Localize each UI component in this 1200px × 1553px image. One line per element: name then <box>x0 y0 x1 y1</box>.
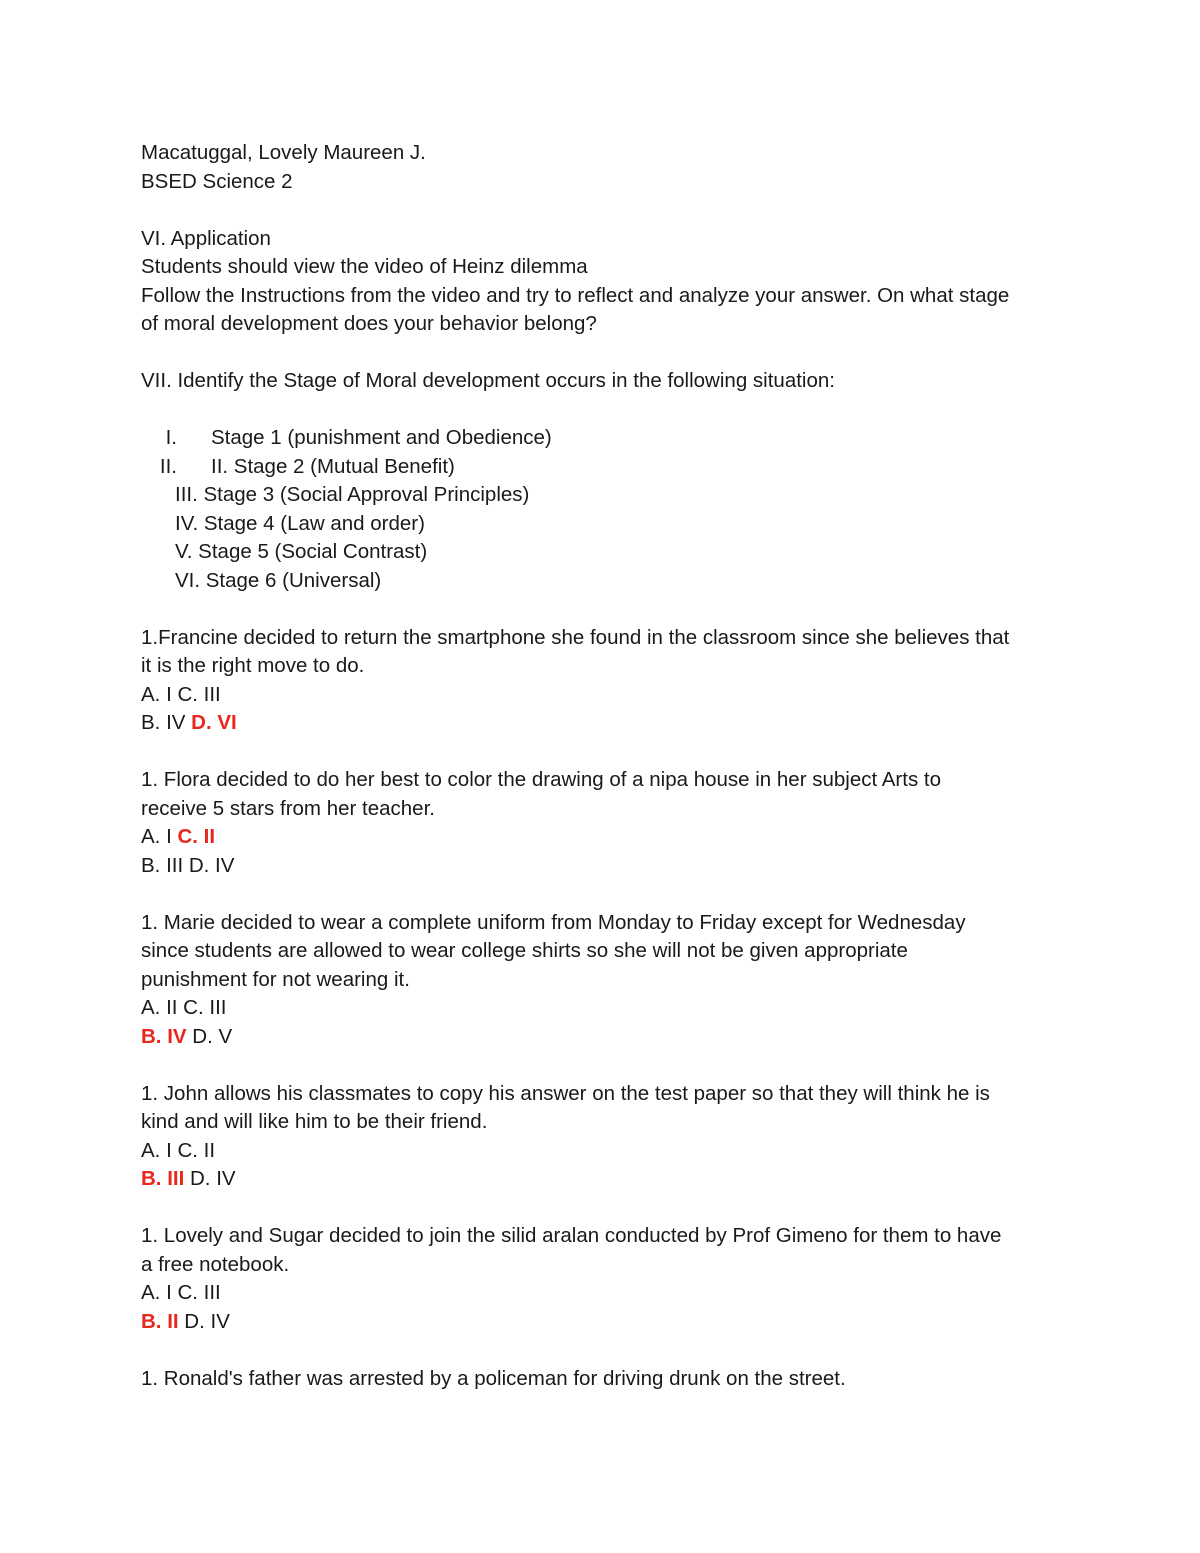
question-block <box>141 909 1071 1052</box>
stage-text: II. Stage 2 (Mutual Benefit) <box>211 454 455 478</box>
answer-option: C. II <box>177 825 216 848</box>
question-block <box>141 624 1071 738</box>
spacer <box>141 1194 1071 1223</box>
question-text: 1. Lovely and Sugar decided to join the silid aralan conducted by Prof Gimeno for them to have <box>141 1224 1002 1247</box>
instruction-line-3: of moral development does your behavior belong? <box>141 312 597 335</box>
options-row <box>141 1137 1071 1166</box>
question-text: 1.Francine decided to return the smartphone she found in the classroom since she believes that <box>141 625 1010 649</box>
spacer <box>141 1336 1071 1365</box>
stage-item <box>141 481 1071 510</box>
section-title-identify: VII. Identify the Stage of Moral development occurs in the following situation: <box>141 369 835 392</box>
options-row <box>141 709 1071 738</box>
instruction-line-2: Follow the Instructions from the video and try to reflect and analyze your answer. On what stage <box>141 283 1010 307</box>
question-block <box>141 1222 1071 1336</box>
option: C. II <box>177 1138 216 1162</box>
spacer <box>141 339 1071 368</box>
options-row <box>141 1165 1071 1194</box>
option: D. IV <box>188 853 235 877</box>
question-text: kind and will like him to be their friend. <box>141 1110 488 1133</box>
spacer <box>141 396 1071 425</box>
question-text: 1. Flora decided to do her best to color the drawing of a nipa house in her subject Arts to <box>141 768 941 791</box>
question-text: 1. Marie decided to wear a complete uniform from Monday to Friday except for Wednesday <box>141 910 966 934</box>
options-row <box>141 994 1071 1023</box>
student-name: Macatuggal, Lovely Maureen J. <box>141 141 426 164</box>
options-row <box>141 681 1071 710</box>
stage-text: Stage 1 (punishment and Obedience) <box>211 426 552 449</box>
question-text: 1. John allows his classmates to copy his answer on the test paper so that they will think he is <box>141 1081 990 1105</box>
stage-number: II. <box>159 454 177 478</box>
question-text: since students are allowed to wear college shirts so she will not be given appropriate <box>141 939 908 962</box>
option: C. III <box>183 996 227 1019</box>
answer-option: D. VI <box>191 711 237 734</box>
question-text: a free notebook. <box>141 1252 290 1276</box>
stage-text: V. Stage 5 (Social Contrast) <box>175 540 428 563</box>
options-row <box>141 1279 1071 1308</box>
option: A. I <box>141 1138 172 1162</box>
options-row <box>141 852 1071 881</box>
stage-number: I. <box>165 426 177 449</box>
option: D. IV <box>184 1309 230 1333</box>
answer-option: B. III <box>141 1167 185 1190</box>
option: A. I <box>141 1281 172 1304</box>
course-section: BSED Science 2 <box>141 169 293 193</box>
instruction-line-1: Students should view the video of Heinz dilemma <box>141 255 588 278</box>
spacer <box>141 595 1071 624</box>
section-title-application: VI. Application <box>141 226 271 250</box>
question-block <box>141 1080 1071 1194</box>
stage-text: VI. Stage 6 (Universal) <box>175 568 382 592</box>
stage-text: IV. Stage 4 (Law and order) <box>175 511 425 535</box>
spacer <box>141 1051 1071 1080</box>
option: A. I <box>141 825 172 848</box>
options-row <box>141 1308 1071 1337</box>
stage-text: III. Stage 3 (Social Approval Principles) <box>175 483 530 506</box>
stage-item <box>141 453 1071 482</box>
spacer <box>141 196 1071 225</box>
question-text: 1. Ronald's father was arrested by a policeman for driving drunk on the street. <box>141 1366 846 1390</box>
option: C. III <box>177 1281 221 1304</box>
option: C. III <box>177 682 221 706</box>
option: A. I <box>141 682 172 706</box>
question-text: receive 5 stars from her teacher. <box>141 796 435 820</box>
option: B. IV <box>141 711 186 734</box>
answer-option: B. II <box>141 1309 179 1333</box>
spacer <box>141 738 1071 767</box>
question-text: it is the right move to do. <box>141 654 365 677</box>
options-row <box>141 823 1071 852</box>
document-page <box>141 139 1071 1393</box>
stage-list <box>141 424 1071 595</box>
option: D. V <box>192 1024 233 1048</box>
question-text: punishment for not wearing it. <box>141 967 410 991</box>
option: D. IV <box>190 1167 236 1190</box>
stage-item <box>141 538 1071 567</box>
stage-item <box>141 510 1071 539</box>
question-block <box>141 1365 1071 1394</box>
spacer <box>141 880 1071 909</box>
stage-item <box>141 424 1071 453</box>
option: A. II <box>141 996 178 1019</box>
options-row <box>141 1023 1071 1052</box>
option: B. III <box>141 853 184 877</box>
answer-option: B. IV <box>141 1024 187 1048</box>
question-block <box>141 766 1071 880</box>
stage-item <box>141 567 1071 596</box>
